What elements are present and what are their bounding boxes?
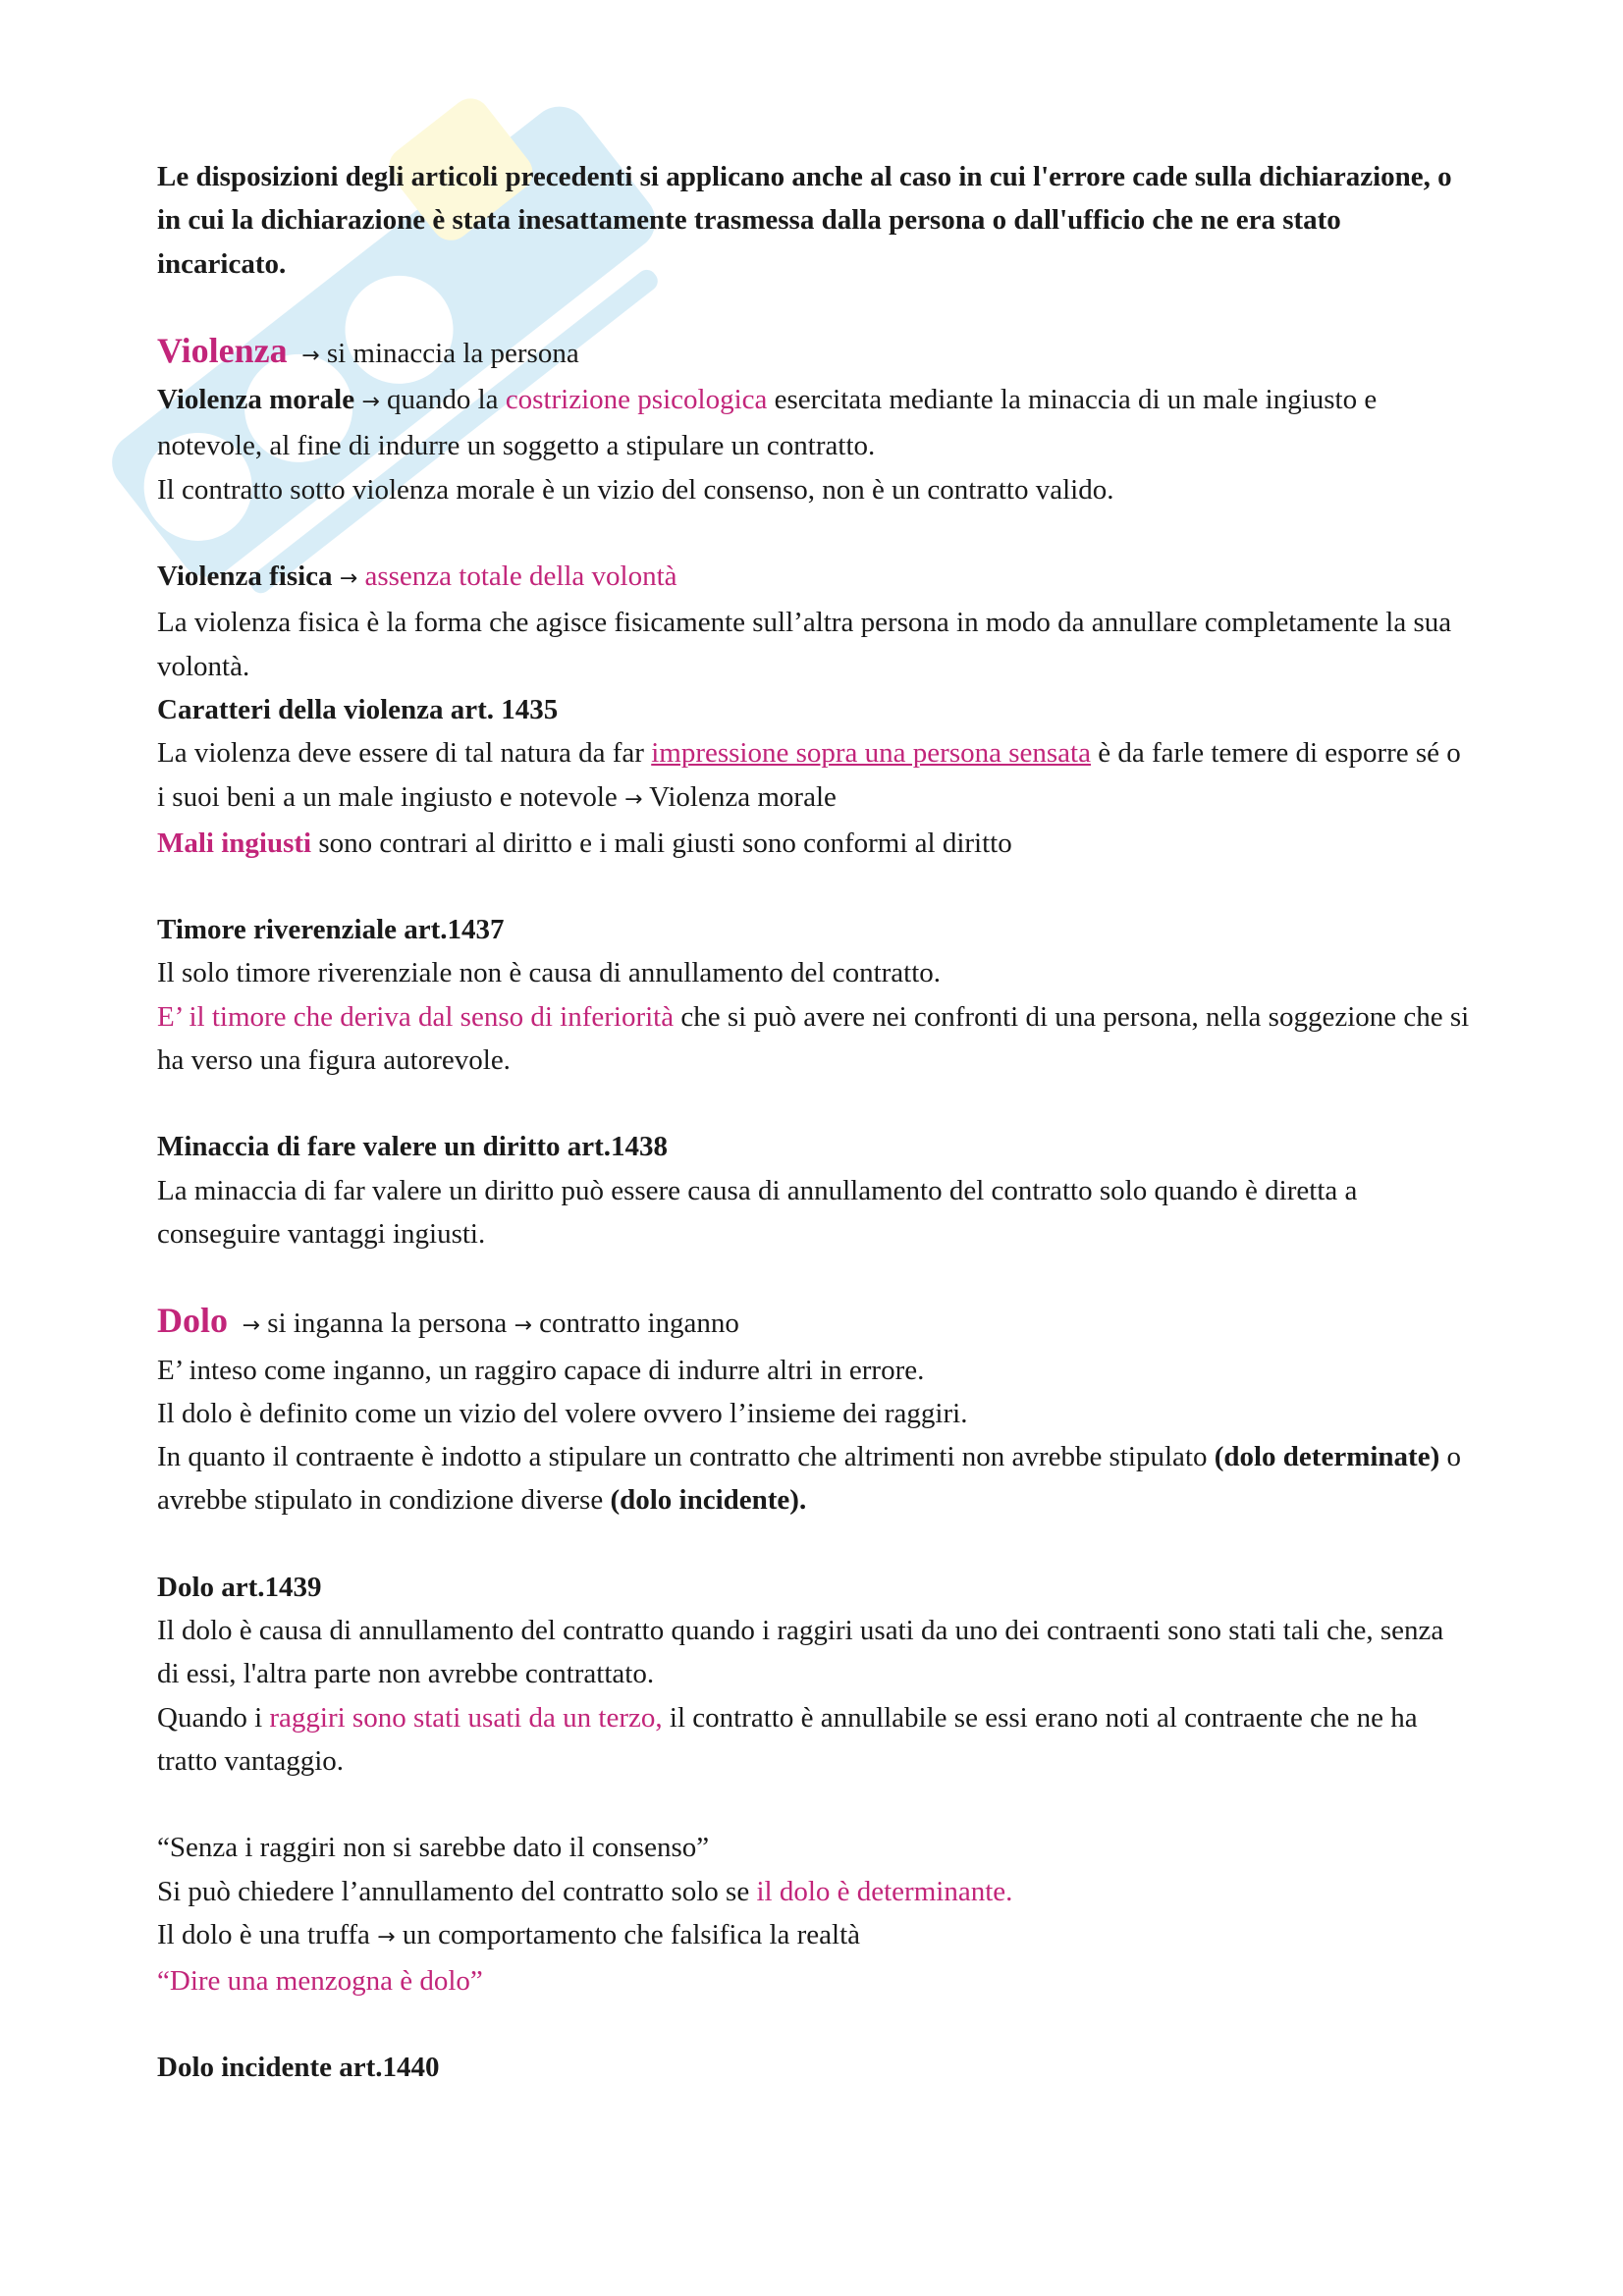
minaccia-text: La minaccia di far valere un diritto può essere causa di annullamento del contratto solo quando è diretta a conseguire vantaggi ingiusti. bbox=[157, 1174, 1358, 1250]
arrow-icon: → bbox=[339, 566, 358, 592]
annullamento-text: Si può chiedere l’annullamento del contratto solo se bbox=[157, 1875, 750, 1907]
arrow-icon: → bbox=[361, 390, 380, 415]
dolo-incidente-title: Dolo incidente art.1440 bbox=[157, 2052, 440, 2084]
truffa-line bbox=[157, 1913, 1473, 1959]
consenso-quote: “Senza i raggiri non si sarebbe dato il consenso” bbox=[157, 1832, 710, 1864]
annullamento-line bbox=[157, 1870, 1473, 1913]
dolo-art-text1: Il dolo è causa di annullamento del contratto quando i raggiri usati da uno dei contraenti sono stati tali che, senza di essi, l'altra parte non avrebbe contrattato. bbox=[157, 1615, 1444, 1690]
caratteri-violenza-title: Caratteri della violenza art. 1435 bbox=[157, 693, 559, 725]
document-page bbox=[157, 155, 1473, 2090]
dolo-determinate: (dolo determinate) bbox=[1214, 1441, 1440, 1473]
dolo-line2: Il dolo è definito come un vizio del volere ovvero l’insieme dei raggiri. bbox=[157, 1397, 968, 1429]
violenza-heading: Violenza bbox=[157, 330, 288, 370]
violenza-morale-title: Violenza morale bbox=[157, 384, 355, 416]
raggiri-terzo-highlight: raggiri sono stati usati da un terzo, bbox=[269, 1701, 663, 1734]
arrow-icon: → bbox=[624, 786, 643, 812]
timore-highlight: E’ il timore che deriva dal senso di inferiorità bbox=[157, 1000, 675, 1033]
dolo-art-text2-a: Quando i bbox=[157, 1701, 263, 1734]
caratteri-text-a: La violenza deve essere di tal natura da far bbox=[157, 737, 644, 770]
violenza-fisica-title: Violenza fisica bbox=[157, 561, 333, 593]
dolo-art-text2-b: il contratto è annullabile se essi erano noti al contraente che ne ha tratto vantaggio. bbox=[157, 1701, 1418, 1777]
timore-text: che si può avere nei confronti di una persona, nella soggezione che si ha verso una figura autorevole. bbox=[157, 1000, 1470, 1077]
arrow-icon: → bbox=[377, 1924, 396, 1949]
violenza-fisica-title-line bbox=[157, 555, 1473, 601]
dolo-note-b: contratto inganno bbox=[539, 1308, 739, 1340]
assenza-volonta-highlight: assenza totale della volontà bbox=[364, 561, 677, 593]
mali-ingiusti-line bbox=[157, 822, 1473, 865]
dolo-determinante-highlight: il dolo è determinante. bbox=[756, 1875, 1013, 1907]
violenza-morale-text-a: quando la bbox=[387, 384, 499, 416]
costrizione-psicologica-highlight: costrizione psicologica bbox=[505, 384, 768, 416]
timore-line1: Il solo timore riverenziale non è causa di annullamento del contratto. bbox=[157, 957, 942, 989]
violenza-morale-text-b: esercitata mediante la minaccia di un male ingiusto e notevole, al fine di indurre un soggetto a stipulare un contratto. bbox=[157, 384, 1378, 462]
persona-sensata-underlined: impressione sopra una persona sensata bbox=[651, 737, 1091, 770]
dolo-line3 bbox=[157, 1435, 1473, 1522]
minaccia-title: Minaccia di fare valere un diritto art.1438 bbox=[157, 1131, 669, 1163]
dolo-heading: Dolo bbox=[157, 1301, 228, 1341]
dolo-line3-b: o avrebbe stipulato in condizione diverse bbox=[157, 1441, 1461, 1517]
mali-ingiusti-text: sono contrari al diritto e i mali giusti sono conformi al diritto bbox=[318, 827, 1012, 859]
truffa-text-b: un comportamento che falsifica la realtà bbox=[402, 1918, 861, 1950]
timore-title: Timore riverenziale art.1437 bbox=[157, 914, 505, 946]
dolo-line1: E’ inteso come inganno, un raggiro capace di indurre altri in errore. bbox=[157, 1354, 925, 1386]
violenza-morale-line2: Il contratto sotto violenza morale è un vizio del consenso, non è un contratto valido. bbox=[157, 473, 1114, 506]
caratteri-text-b: è da farle temere di esporre sé o i suoi beni a un male ingiusto e notevole bbox=[157, 737, 1461, 813]
intro-paragraph: Le disposizioni degli articoli precedenti si applicano anche al caso in cui l'errore cade sulla dichiarazione, o in cui la dichiarazione è stata inesattamente trasmessa dalla persona o dall'ufficio che ne era stato incaricato. bbox=[157, 161, 1452, 280]
mali-ingiusti-bold: Mali ingiusti bbox=[157, 827, 312, 859]
dolo-note-a: si inganna la persona bbox=[267, 1308, 508, 1340]
dolo-line3-a: In quanto il contraente è indotto a stipulare un contratto che altrimenti non avrebbe stipulato bbox=[157, 1441, 1208, 1473]
violenza-heading-line bbox=[157, 329, 1473, 378]
timore-paragraph bbox=[157, 995, 1473, 1083]
dolo-incidente-inline: (dolo incidente). bbox=[610, 1484, 807, 1517]
arrow-icon: → bbox=[514, 1313, 532, 1339]
dolo-heading-line bbox=[157, 1299, 1473, 1348]
violenza-fisica-text: La violenza fisica è la forma che agisce fisicamente sull’altra persona in modo da annullare completamente la sua volontà. bbox=[157, 607, 1452, 682]
caratteri-text-c: Violenza morale bbox=[649, 780, 837, 813]
arrow-icon: → bbox=[301, 343, 320, 368]
arrow-icon: → bbox=[242, 1313, 260, 1339]
dolo-art-title: Dolo art.1439 bbox=[157, 1571, 322, 1603]
violenza-morale-paragraph bbox=[157, 378, 1473, 468]
violenza-note: si minaccia la persona bbox=[326, 337, 579, 369]
truffa-text-a: Il dolo è una truffa bbox=[157, 1918, 370, 1950]
menzogna-quote: “Dire una menzogna è dolo” bbox=[157, 1965, 483, 1998]
caratteri-violenza-paragraph bbox=[157, 731, 1473, 822]
dolo-art-text2 bbox=[157, 1696, 1473, 1784]
